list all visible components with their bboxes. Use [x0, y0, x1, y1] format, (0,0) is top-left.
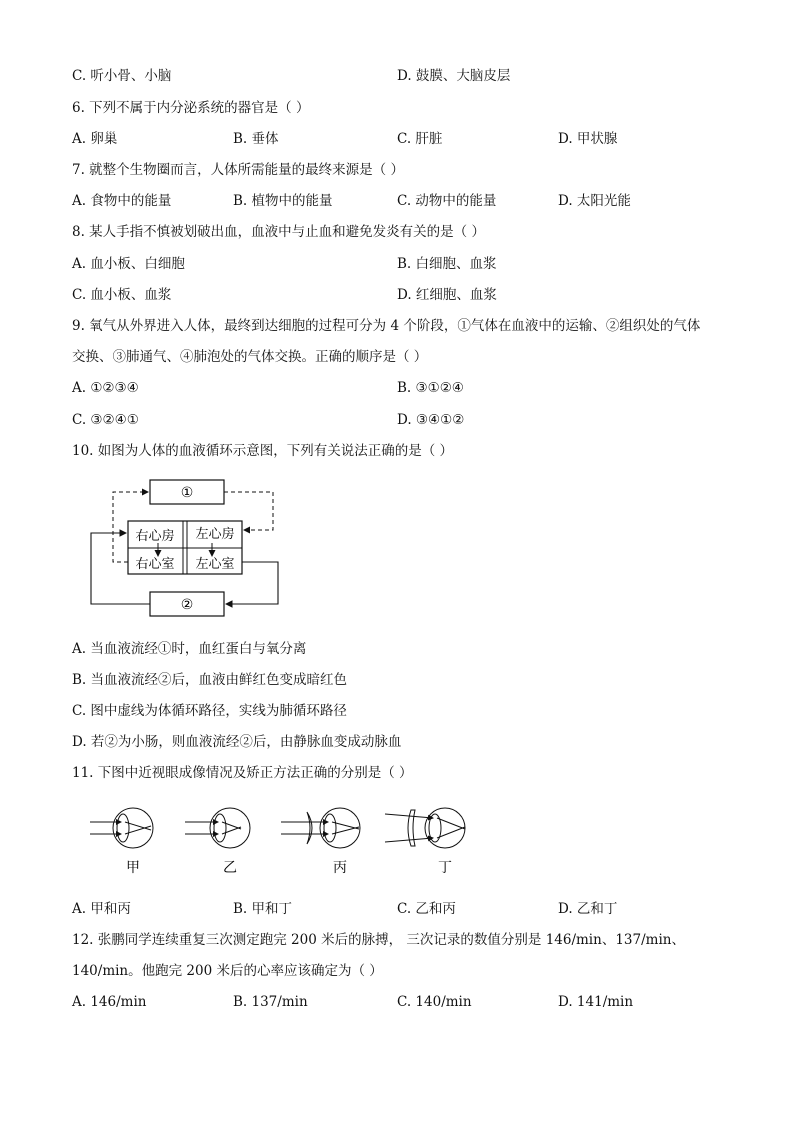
organ-box-1-label: ① — [180, 485, 194, 501]
q7-option-c: C. 动物中的能量 — [397, 193, 497, 209]
organ-box-2-label: ② — [180, 597, 194, 613]
q5-option-c: C. 听小骨、小脑 — [72, 68, 172, 84]
q8-option-b: B. 白细胞、血浆 — [397, 256, 497, 272]
q12-stem-line1: 12. 张鹏同学连续重复三次测定跑完 200 米后的脉搏， 三次记录的数值分别是 146/min、137/min、 — [72, 932, 685, 948]
blood-circulation-diagram — [80, 470, 290, 620]
q9-option-b: B. ③①②④ — [397, 380, 464, 396]
q10-option-d: D. 若②为小肠，则血液流经②后，由静脉血变成动脉血 — [72, 734, 402, 750]
q12-option-c: C. 140/min — [397, 994, 472, 1010]
q7-option-b: B. 植物中的能量 — [233, 193, 333, 209]
q9-option-d: D. ③④①② — [397, 412, 465, 428]
q9-option-a: A. ①②③④ — [72, 380, 139, 396]
eye-label-bing: 丙 — [333, 860, 347, 876]
q10-option-c: C. 图中虚线为体循环路径，实线为肺循环路径 — [72, 703, 347, 719]
q6-option-b: B. 垂体 — [233, 131, 279, 147]
q8-stem: 8. 某人手指不慎被划破出血，血液中与止血和避免发炎有关的是（ ） — [72, 224, 485, 240]
eye-label-ding: 丁 — [438, 860, 452, 876]
left-ventricle-label: 左心室 — [195, 557, 235, 572]
q12-option-d: D. 141/min — [558, 994, 634, 1010]
eye-yi — [185, 808, 250, 876]
eye-bing — [281, 808, 360, 876]
q9-stem-line2: 交换、③肺通气、④肺泡处的气体交换。正确的顺序是（ ） — [72, 349, 428, 365]
q9-stem-line1: 9. 氧气从外界进入人体，最终到达细胞的过程可分为 4 个阶段，①气体在血液中的运输、②组织处的气体 — [72, 318, 701, 334]
q10-option-a: A. 当血液流经①时，血红蛋白与氧分离 — [72, 641, 307, 657]
q6-option-d: D. 甲状腺 — [558, 131, 618, 147]
q7-option-d: D. 太阳光能 — [558, 193, 631, 209]
q12-stem-line2: 140/min。他跑完 200 米后的心率应该确定为（ ） — [72, 963, 383, 979]
right-ventricle-label: 右心室 — [135, 557, 175, 572]
q7-stem: 7. 就整个生物圈而言，人体所需能量的最终来源是（ ） — [72, 162, 404, 178]
q11-option-a: A. 甲和丙 — [72, 901, 131, 917]
eye-diagrams — [85, 800, 485, 880]
left-atrium-label: 左心房 — [195, 527, 235, 542]
q8-option-a: A. 血小板、白细胞 — [72, 256, 185, 272]
q10-stem: 10. 如图为人体的血液循环示意图，下列有关说法正确的是（ ） — [72, 443, 454, 459]
right-atrium-label: 右心房 — [135, 529, 175, 544]
q10-option-b: B. 当血液流经②后，血液由鲜红色变成暗红色 — [72, 672, 348, 688]
q6-option-a: A. 卵巢 — [72, 131, 118, 147]
eye-ding — [385, 808, 465, 876]
q6-stem: 6. 下列不属于内分泌系统的器官是（ ） — [72, 100, 310, 116]
q8-option-c: C. 血小板、血浆 — [72, 287, 172, 303]
q11-option-d: D. 乙和丁 — [558, 901, 618, 917]
q12-option-a: A. 146/min — [72, 994, 147, 1010]
q5-option-d: D. 鼓膜、大脑皮层 — [397, 68, 511, 84]
q6-option-c: C. 肝脏 — [397, 131, 443, 147]
q11-option-c: C. 乙和丙 — [397, 901, 456, 917]
q9-option-c: C. ③②④① — [72, 412, 139, 428]
q12-option-b: B. 137/min — [233, 994, 308, 1010]
q7-option-a: A. 食物中的能量 — [72, 193, 172, 209]
eye-jia — [90, 808, 153, 876]
eye-label-yi: 乙 — [223, 860, 237, 876]
q11-option-b: B. 甲和丁 — [233, 901, 293, 917]
q11-stem: 11. 下图中近视眼成像情况及矫正方法正确的分别是（ ） — [72, 765, 413, 781]
eye-label-jia: 甲 — [126, 860, 140, 876]
q8-option-d: D. 红细胞、血浆 — [397, 287, 497, 303]
